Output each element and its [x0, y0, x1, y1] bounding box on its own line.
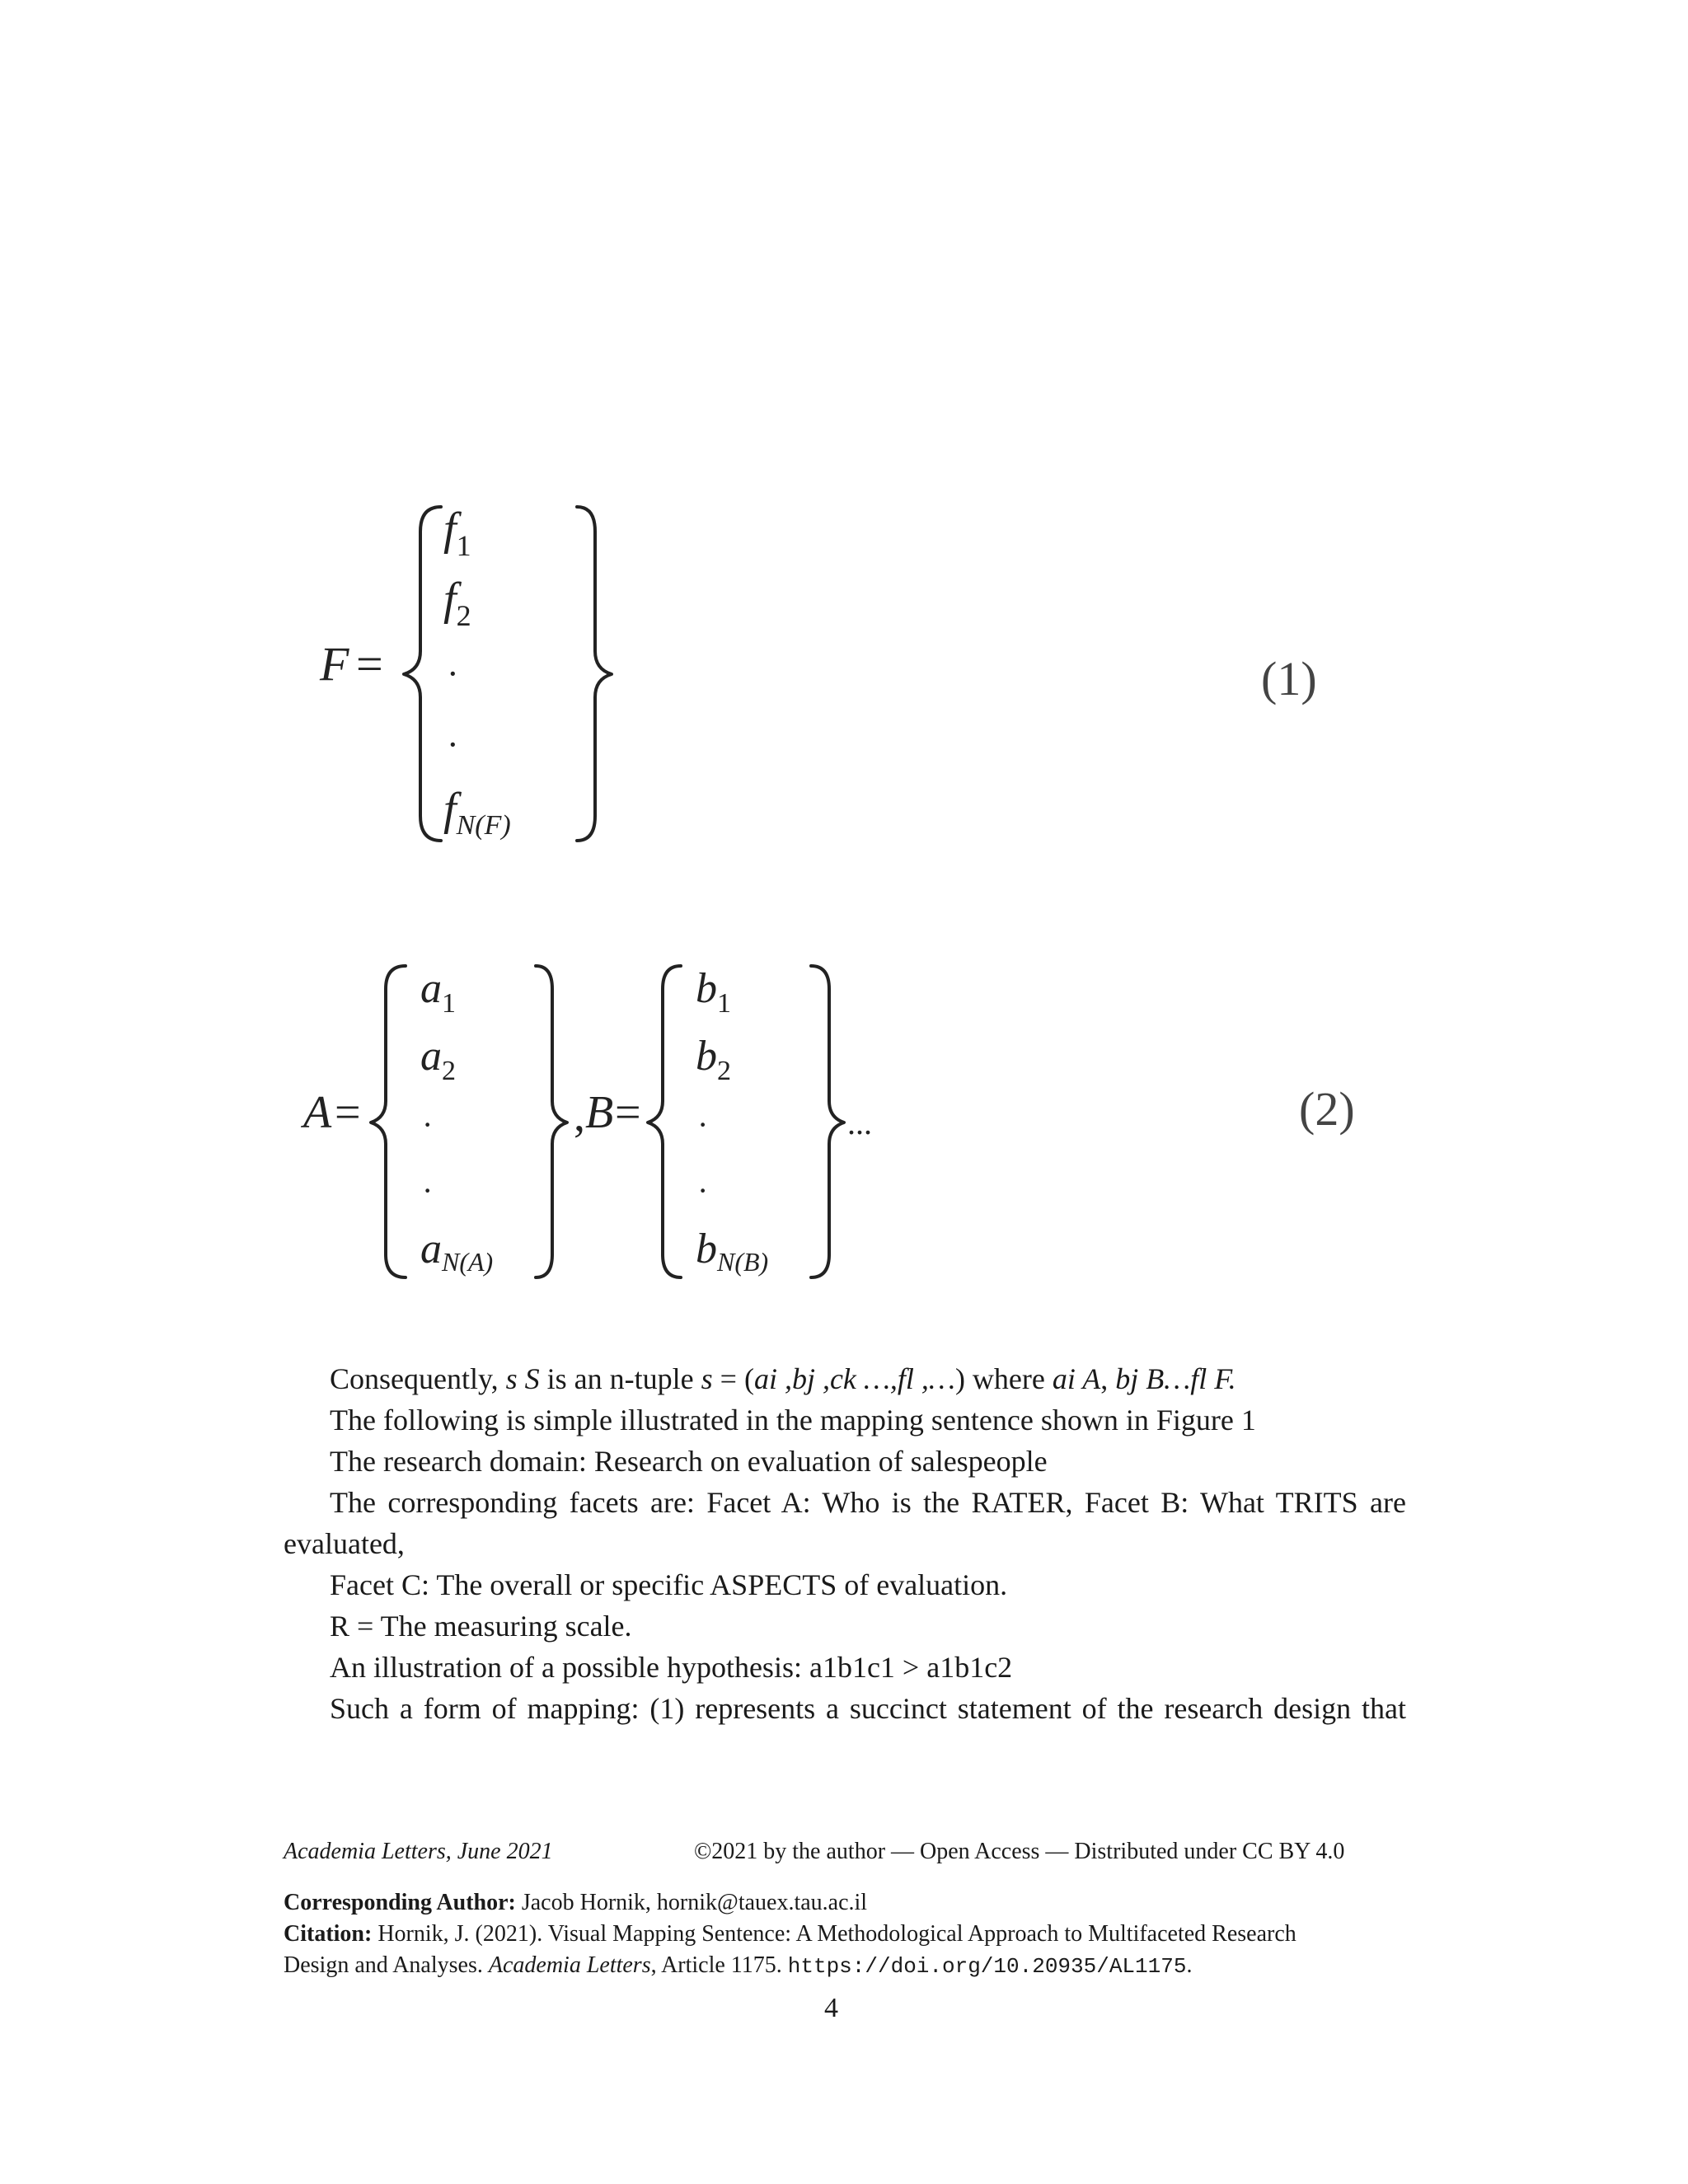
svg-text:f1 — [443, 504, 471, 562]
eq2-a-item-base: a — [420, 965, 442, 1012]
body-line-8: An illustration of a possible hypothesis: a1b1c1 > a1b1c2 — [330, 1651, 1013, 1684]
eq2-b-item-dot: · — [697, 1172, 709, 1209]
footer-citation-line-2: Design and Analyses. Academia Letters, Article 1175. https://doi.org/10.20935/AL1175. — [284, 1952, 1193, 1979]
eq2-b-items — [696, 965, 768, 1277]
eq2-a-item-sub: N(A) — [442, 1247, 494, 1277]
eq2-equals-a: = — [335, 1087, 361, 1138]
body-line-9: Such a form of mapping: (1) represents a succinct statement of the research design that — [330, 1692, 1406, 1725]
eq1-item-base: f — [443, 504, 457, 555]
body-line-1: Consequently, s S is an n-tuple s = (ai ,bj ,ck …,fl ,…) where ai A, bj B…fl F. — [330, 1362, 1236, 1395]
eq2-b-item-dot: · — [697, 1106, 709, 1143]
svg-text:b2 — [696, 1033, 731, 1086]
footer-license: ©2021 by the author — Open Access — Distributed under CC BY 4.0 — [694, 1839, 1345, 1864]
body-line-6: Facet C: The overall or specific ASPECTS of evaluation. — [330, 1568, 1008, 1601]
eq2-separator: , — [574, 1090, 585, 1141]
page-number: 4 — [824, 1993, 838, 2023]
eq1-left-brace — [404, 507, 441, 841]
svg-text:fN(F) — [443, 784, 511, 841]
eq1-item-sub: 1 — [456, 529, 471, 562]
eq2-trailing-ellipsis: ... — [847, 1104, 872, 1141]
eq2-b-item-sub: N(B) — [717, 1247, 769, 1277]
eq2-b-right-brace — [811, 966, 844, 1277]
eq2-a-items — [420, 965, 493, 1277]
eq2-b-item-base: b — [696, 1033, 717, 1080]
svg-text:aN(A) — [420, 1226, 493, 1277]
citation-doi-link[interactable]: https://doi.org/10.20935/AL1175 — [787, 1954, 1187, 1979]
eq1-item-base: f — [443, 574, 457, 625]
eq2-a-item-dot: · — [422, 1106, 434, 1143]
equation-2 — [297, 956, 890, 1302]
eq1-lhs: F — [320, 637, 349, 691]
eq1-item-sub: N(F) — [456, 810, 511, 841]
eq1-item-dot: · — [447, 654, 459, 694]
eq1-item-sub: 2 — [456, 599, 471, 632]
eq1-equals: = — [356, 637, 383, 691]
eq2-b-item-sub: 1 — [717, 988, 731, 1019]
eq2-a-item-base: a — [420, 1226, 442, 1272]
body-line-4: The corresponding facets are: Facet A: Who is the RATER, Facet B: What TRITS are — [330, 1486, 1406, 1519]
eq2-b-item-base: b — [696, 965, 717, 1012]
eq2-a-item-sub: 1 — [442, 988, 456, 1019]
svg-text:bN(B) — [696, 1226, 768, 1277]
eq2-b-item-sub: 2 — [717, 1056, 731, 1086]
svg-text:a1 — [420, 965, 456, 1019]
eq2-equals-b: = — [615, 1087, 641, 1138]
svg-text:a2 — [420, 1033, 456, 1086]
body-line-3: The research domain: Research on evaluation of salespeople — [330, 1445, 1048, 1478]
eq2-a-left-brace — [371, 966, 406, 1277]
body-line-7: R = The measuring scale. — [330, 1610, 632, 1643]
equation-1 — [297, 494, 626, 857]
eq1-items — [443, 504, 511, 841]
eq1-item-base: f — [443, 784, 457, 835]
eq1-item-dot: · — [447, 724, 459, 765]
body-line-2: The following is simple illustrated in the mapping sentence shown in Figure 1 — [330, 1404, 1256, 1436]
svg-text:f2 — [443, 574, 471, 632]
body-line-5: evaluated, — [284, 1527, 405, 1560]
eq2-a-item-base: a — [420, 1033, 442, 1080]
svg-text:b1 — [696, 965, 731, 1019]
hypothesis-value: a1b1c1 > a1b1c2 — [809, 1651, 1013, 1684]
eq2-a-right-brace — [536, 966, 567, 1277]
eq2-lhs-a: A — [303, 1087, 332, 1138]
footer-corresponding-author: Corresponding Author: Jacob Hornik, hornik@tauex.tau.ac.il — [284, 1890, 868, 1915]
eq1-right-brace — [577, 507, 612, 841]
eq2-lhs-b: B — [585, 1087, 614, 1138]
footer-citation-line-1: Citation: Hornik, J. (2021). Visual Mapping Sentence: A Methodological Approach to Multifaceted Research — [284, 1921, 1296, 1947]
eq2-a-item-dot: · — [422, 1172, 434, 1209]
eq2-b-item-base: b — [696, 1226, 717, 1272]
footer-journal: Academia Letters, June 2021 — [284, 1839, 553, 1864]
eq2-b-left-brace — [648, 966, 681, 1277]
equation-2-number: (2) — [1299, 1082, 1355, 1136]
eq2-a-item-sub: 2 — [442, 1056, 456, 1086]
equation-1-number: (1) — [1261, 652, 1317, 705]
